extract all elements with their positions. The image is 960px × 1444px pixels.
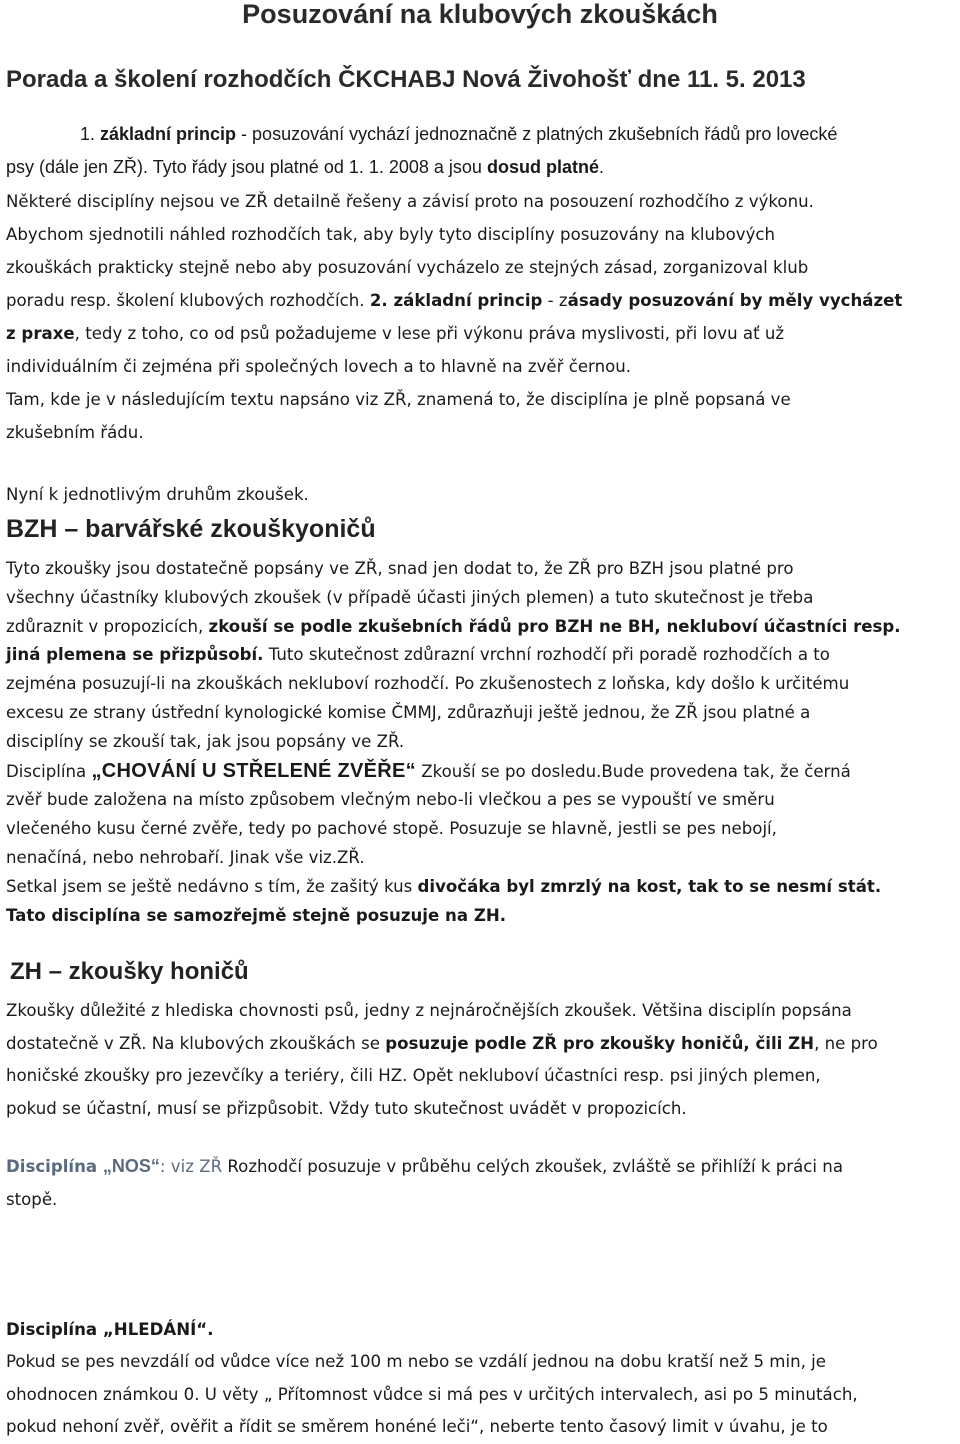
- hledani-heading: Disciplína „HLEDÁNÍ“.: [6, 1320, 214, 1339]
- text-line: Tam, kde je v následujícím textu napsáno viz ZŘ, znamená to, že disciplína je plně popsaná ve: [6, 390, 791, 409]
- text-line: honičské zkoušky pro jezevčíky a teriéry, čili HZ. Opět nekluboví účastníci resp. psi jiných plemen,: [6, 1066, 821, 1085]
- text-line: Disciplína „CHOVÁNÍ U STŘELENÉ ZVĚŘE“ Zkouší se po dosledu.Bude provedena tak, že černá: [6, 759, 851, 782]
- text-line: dostatečně v ZŘ. Na klubových zkouškách se posuzuje podle ZŘ pro zkoušky honičů, čili ZH, ne pro: [6, 1033, 878, 1053]
- exam-types-intro: [6, 478, 958, 511]
- intro-line-1: 1. základní princip - posuzování vychází jednoznačně z platných zkušebních řádů pro lovecké: [80, 124, 838, 144]
- text-line: Abychom sjednotili náhled rozhodčích tak, aby byly tyto disciplíny posuzovány na klubových: [6, 225, 776, 244]
- text-line: Tyto zkoušky jsou dostatečně popsány ve ZŘ, snad jen dodat to, že ZŘ pro BZH jsou platné pro: [6, 559, 794, 578]
- text-line: zvěř bude založena na místo způsobem vlečným nebo-li vlečkou a pes se vypouští ve směru: [6, 790, 775, 810]
- text-line: Nyní k jednotlivým druhům zkoušek.: [6, 485, 309, 504]
- text-line: stopě.: [6, 1190, 58, 1209]
- bzh-heading: BZH – barvářské zkouškyoničů: [6, 515, 376, 543]
- text-line: Zkoušky důležité z hlediska chovnosti psů, jedny z nejnáročnějších zkoušek. Většina disciplín popsána: [6, 1001, 852, 1020]
- text-line: jiná plemena se přizpůsobí. Tuto skutečnost zdůrazní vrchní rozhodčí při poradě rozhodčích a to: [6, 645, 830, 665]
- hledani-paragraph: [6, 1346, 958, 1444]
- text-line: Disciplína „NOS“: viz ZŘ Rozhodčí posuzuje v průběhu celých zkoušek, zvláště se přihlíží k práci na: [6, 1156, 843, 1176]
- text-line: ohodnocen známkou 0. U věty „ Přítomnost vůdce si má pes v určitých intervalech, asi po 5 minutách,: [6, 1384, 858, 1404]
- text-line: zejména posuzují-li na zkouškách nekluboví rozhodčí. Po zkušenostech z loňska, kdy došlo k určitému: [6, 674, 850, 694]
- zh-heading: ZH – zkoušky honičů: [10, 958, 249, 985]
- text-line: zkouškách prakticky stejně nebo aby posuzování vycházelo ze stejných zásad, zorganizoval klub: [6, 258, 809, 277]
- zh-paragraph: [6, 995, 958, 1125]
- text-line: zdůraznit v propozicích, zkouší se podle zkušebních řádů pro BZH ne BH, nekluboví účastníci resp.: [6, 616, 901, 636]
- text-line: pokud se účastní, musí se přizpůsobit. Vždy tuto skutečnost uvádět v propozicích.: [6, 1098, 687, 1118]
- principles-paragraph: [6, 185, 958, 449]
- text-line: všechny účastníky klubových zkoušek (v případě účasti jiných plemen) a tuto skutečnost je třeba: [6, 587, 814, 607]
- hledani-heading-block: [6, 1315, 958, 1345]
- intro-line-2: psy (dále jen ZŘ). Tyto řády jsou platné od 1. 1. 2008 a jsou dosud platné.: [6, 157, 604, 177]
- text-line: Setkal jsem se ještě nedávno s tím, že zašitý kus divočáka byl zmrzlý na kost, tak to se nesmí stát.: [6, 876, 882, 896]
- page-subtitle: Porada a školení rozhodčích ČKCHABJ Nová Živohošť dne 11. 5. 2013: [6, 66, 806, 93]
- text-line: Některé disciplíny nejsou ve ZŘ detailně řešeny a závisí proto na posouzení rozhodčího z výkonu.: [6, 192, 814, 211]
- text-line: Pokud se pes nevzdálí od vůdce více než 100 m nebo se vzdálí jednou na dobu kratší než 5 min, je: [6, 1352, 826, 1371]
- text-line: disciplíny se zkouší tak, jak jsou popsány ve ZŘ.: [6, 731, 405, 751]
- page-title: Posuzování na klubových zkouškách: [242, 0, 718, 29]
- text-line: vlečeného kusu černé zvěře, tedy po pachové stopě. Posuzuje se hlavně, jestli se pes nebojí,: [6, 819, 777, 839]
- text-line: poradu resp. školení klubových rozhodčích. 2. základní princip - zásady posuzování by měly vycházet: [6, 291, 903, 310]
- text-line: pokud nehoní zvěř, ověřit a řídit se směrem honéné leči“, neberte tento časový limit v úvahu, je to: [6, 1417, 828, 1436]
- text-line: nenačíná, nebo nehrobaří. Jinak vše viz.ZŘ.: [6, 847, 365, 867]
- text-line: zkušebním řádu.: [6, 423, 144, 442]
- text-line: individuálním či zejména při společných lovech a to hlavně na zvěř černou.: [6, 357, 632, 376]
- text-line: excesu ze strany ústřední kynologické komise ČMMJ, zdůrazňuji ještě jednou, že ZŘ jsou platné a: [6, 702, 811, 722]
- text-line: z praxe, tedy z toho, co od psů požadujeme v lese při výkonu práva myslivosti, při lovu ať už: [6, 324, 785, 343]
- text-line: Tato disciplína se samozřejmě stejně posuzuje na ZH.: [6, 905, 507, 925]
- intro-paragraph: [6, 118, 958, 184]
- nos-paragraph: [6, 1150, 958, 1216]
- bzh-paragraph: [6, 555, 958, 930]
